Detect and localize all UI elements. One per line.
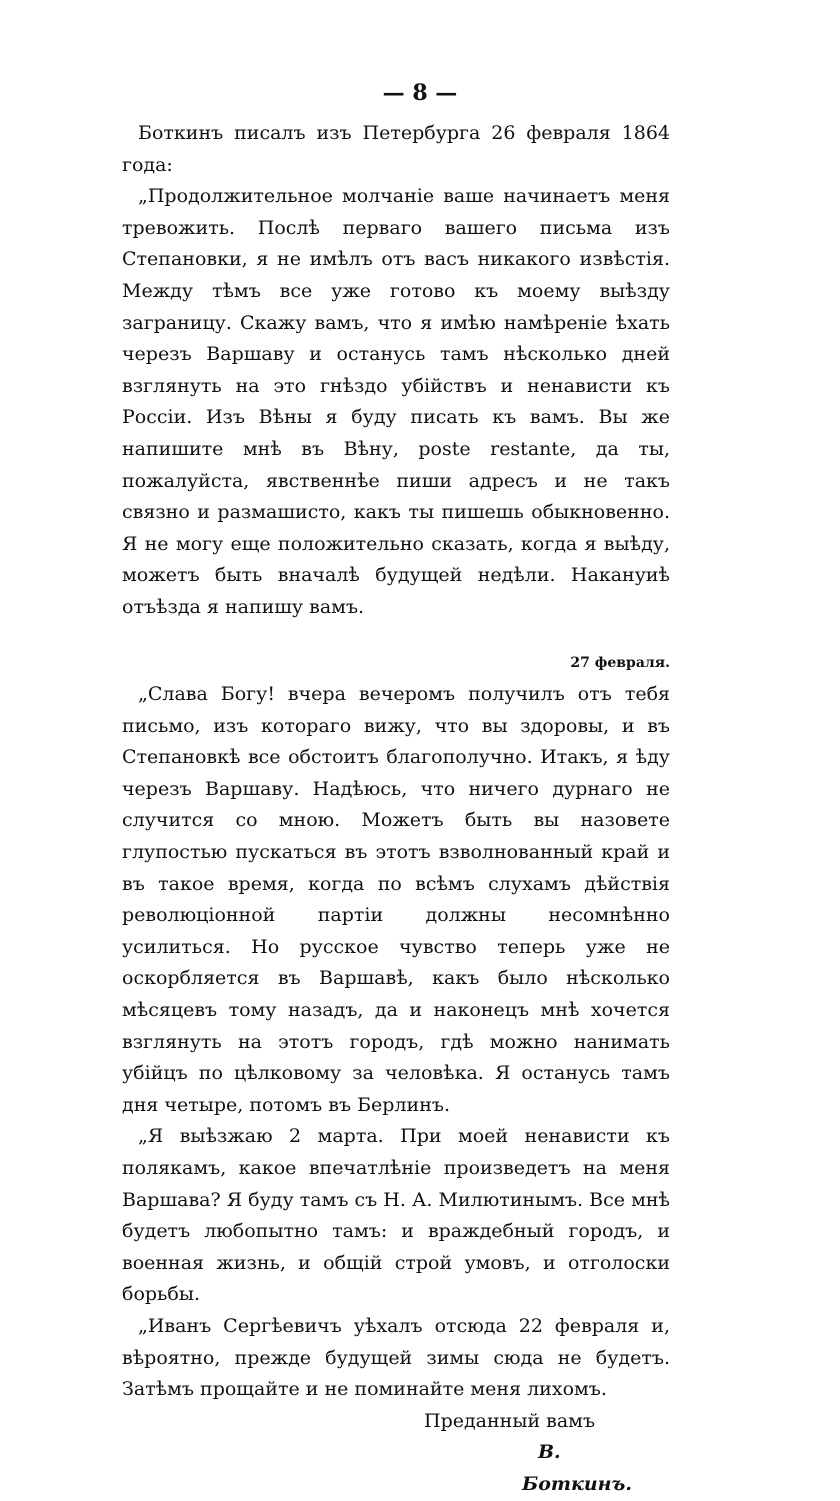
- page-number: — 8 —: [382, 80, 458, 106]
- letter-text: [122, 118, 670, 1501]
- letter-paragraph-3: „Я выѣзжаю 2 марта. При моей ненависти къ полякамъ, какое впечатлѣніе произведетъ на меня Варшава? Я буду тамъ съ Н. А. Милютинымъ. Все мнѣ будетъ любопытно тамъ: и враждебный городъ, и военная жизнь, и общій строй умовъ, и отголоски борьбы.: [122, 1125, 670, 1306]
- date-note: 27 февраля.: [570, 654, 670, 671]
- intro-line: Боткинъ писалъ изъ Петербурга 26 февраля 1864 года:: [122, 122, 670, 176]
- letter-paragraph-1: „Продолжительное молчаніе ваше начинаетъ меня тревожить. Послѣ перваго вашего письма изъ Степановки, я не имѣлъ отъ васъ никакого извѣстія. Между тѣмъ все уже готово къ моему выѣзду заграницу. Скажу вамъ, что я имѣю намѣреніе ѣхать черезъ Варшаву и останусь тамъ нѣсколько дней взглянуть на это гнѣздо убійствъ и ненависти къ Россіи. Изъ Вѣны я буду писать къ вамъ. Вы же напишите мнѣ въ Вѣну, poste restante, да ты, пожалуйста, явственнѣе пиши адресъ и не такъ связно и размашисто, какъ ты пишешь обыкновенно. Я не могу еще положительно сказать, когда я выѣду, можетъ быть вначалѣ будущей недѣли. Накануиѣ отъѣзда я напишу вамъ.: [122, 185, 670, 618]
- date-spacer: [122, 624, 670, 648]
- signature: В. Боткинъ.: [522, 1441, 632, 1495]
- letter-paragraph-4: „Иванъ Сергѣевичъ уѣхалъ отсюда 22 февраля и, вѣроятно, прежде будущей зимы сюда не будетъ. Затѣмъ прощайте и не поминайте меня лихомъ.: [122, 1314, 670, 1401]
- letter-paragraph-2: „Слава Богу! вчера вечеромъ получилъ отъ тебя письмо, изъ котораго вижу, что вы здоровы, и въ Степановкѣ все обстоитъ благополучно. Итакъ, я ѣду черезъ Варшаву. Надѣюсь, что ничего дурнаго не случится со мною. Можетъ быть вы назовете глупостью пускаться въ этотъ взволнованный край и въ такое время, когда по всѣмъ слухамъ дѣйствія революціонной партіи должны несомнѣнно усилиться. Но русское чувство теперь уже не оскорбляется въ Варшавѣ, какъ было нѣсколько мѣсяцевъ тому назадъ, да и наконецъ мнѣ хочется взглянуть на этотъ городъ, гдѣ можно нанимать убійцъ по цѣлковому за человѣка. Я останусь тамъ дня четыре, потомъ въ Берлинъ.: [122, 683, 670, 1116]
- closing-line: Преданный вамъ: [424, 1409, 596, 1432]
